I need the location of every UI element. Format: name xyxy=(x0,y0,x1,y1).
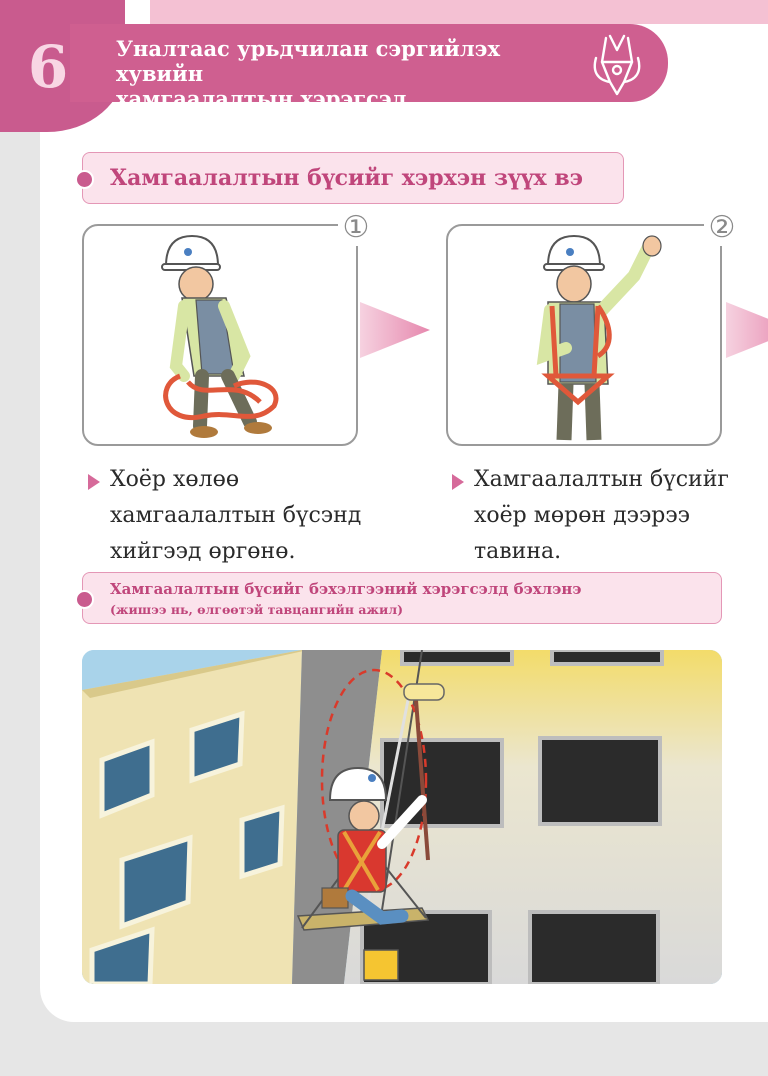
safety-harness-icon xyxy=(588,32,646,98)
header-strip xyxy=(150,0,768,24)
step-2-text-line-1: Хамгаалалтын бүсийг xyxy=(474,467,729,492)
page-title xyxy=(116,36,586,111)
step-1-text-line-3: хийгээд өргөнө. xyxy=(110,539,296,564)
step-1-illustration xyxy=(82,224,358,446)
step-1-text xyxy=(110,462,361,570)
step-2-bullet-icon xyxy=(452,474,464,490)
step-2-text-line-3: тавина. xyxy=(474,539,562,564)
page-title-line-2: хамгаалалтын хэрэгсэл xyxy=(116,86,407,111)
worker-stepping-into-harness xyxy=(84,226,356,444)
page-title-line-1: Уналтаас урьдчилан сэргийлэх хувийн xyxy=(116,36,500,86)
section-2-heading: Хамгаалалтын бүсийг бэхэлгээний хэрэгсэлд бэхлэнэ xyxy=(110,580,582,598)
next-step-arrow-icon-2 xyxy=(726,294,768,366)
section-bullet-dot xyxy=(75,170,94,189)
step-2-text xyxy=(474,462,729,570)
next-step-arrow-icon xyxy=(360,294,432,366)
step-1-text-line-2: хамгаалалтын бүсэнд xyxy=(110,503,362,528)
step-2-number: ② xyxy=(704,210,740,246)
step-1-number: ① xyxy=(338,210,374,246)
step-2-illustration xyxy=(446,224,722,446)
step-1-text-line-1: Хоёр хөлөө xyxy=(110,467,240,492)
section-2-subheading: (жишээ нь, өлгөөтэй тавцангийн ажил) xyxy=(110,602,404,617)
step-2-text-line-2: хоёр мөрөн дээрээ xyxy=(474,503,691,528)
step-1-bullet-icon xyxy=(88,474,100,490)
section-heading: Хамгаалалтын бүсийг хэрхэн зүүх вэ xyxy=(110,165,584,191)
worker-putting-harness-on-shoulders xyxy=(448,226,720,444)
section-2-bullet-dot xyxy=(75,590,94,609)
worker-on-suspended-platform-illustration xyxy=(82,650,722,984)
chapter-number: 6 xyxy=(27,33,69,101)
suspended-platform-scene xyxy=(82,650,722,984)
